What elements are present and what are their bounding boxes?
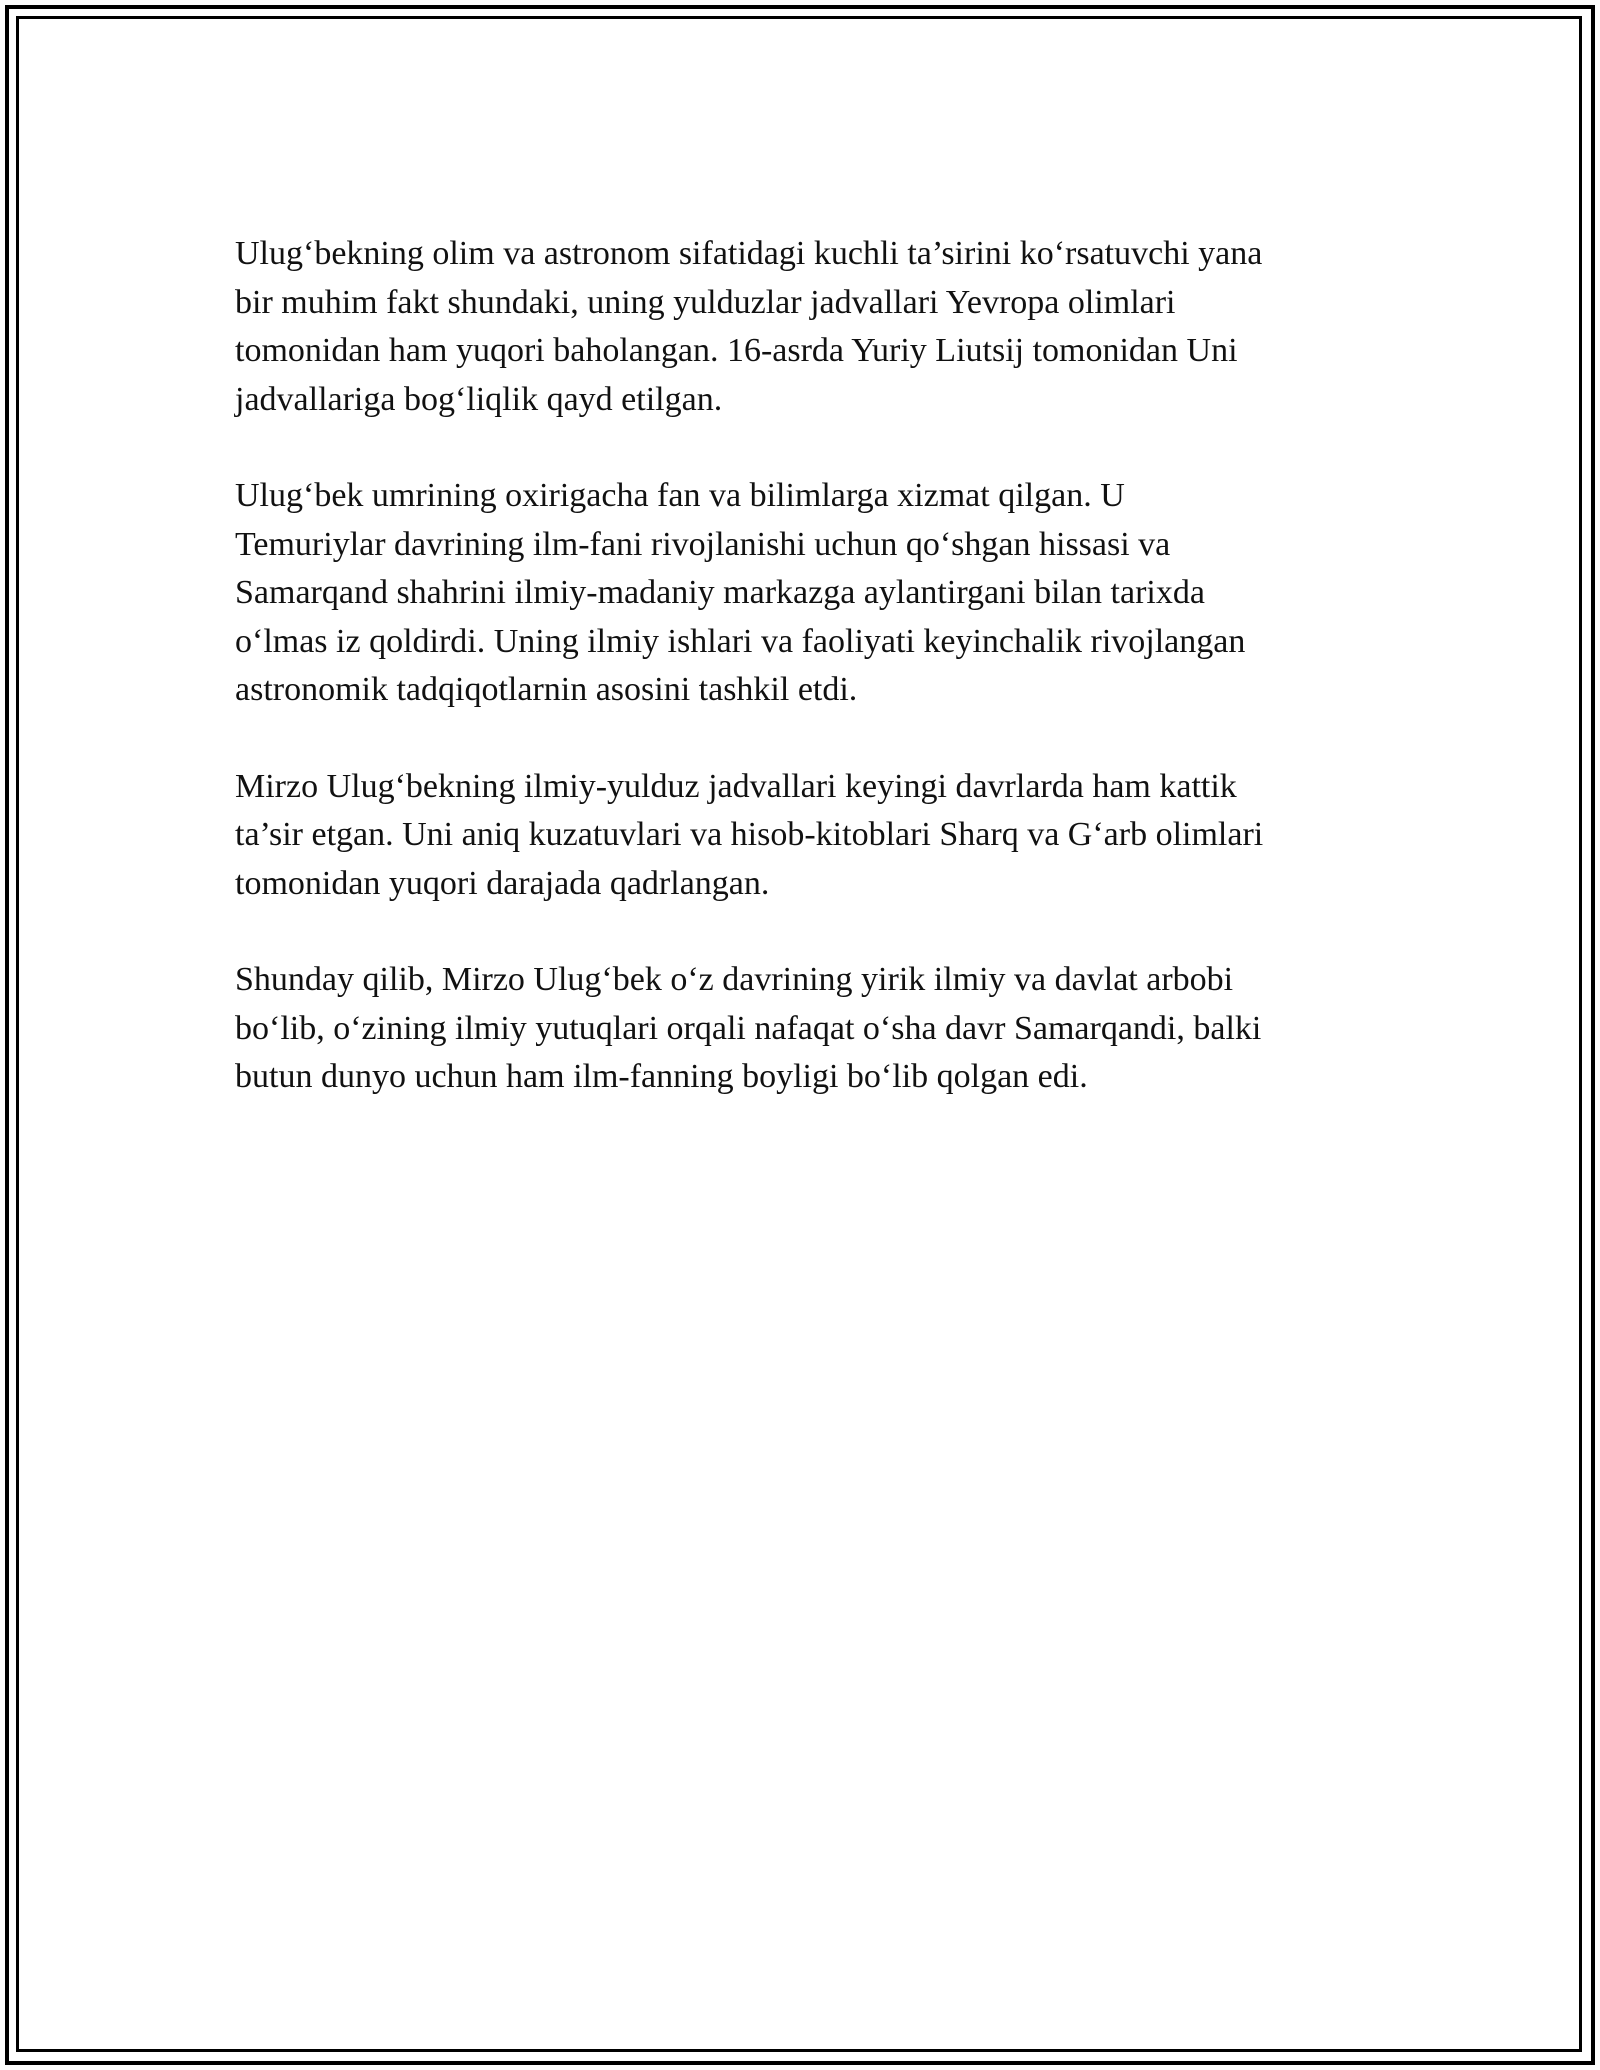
text-line: Ulug‘bekning olim va astronom sifatidagi kuchli ta’sirini ko‘rsatuvchi yana xyxy=(235,235,1263,272)
paragraph xyxy=(235,956,1365,1102)
text-line: ta’sir etgan. Uni aniq kuzatuvlari va hisob-kitoblari Sharq va G‘arb olimlari xyxy=(235,816,1264,853)
text-line: Ulug‘bek umrining oxirigacha fan va bilimlarga xizmat qilgan. U xyxy=(235,477,1125,514)
text-line: Mirzo Ulug‘bekning ilmiy-yulduz jadvallari keyingi davrlarda ham kattik xyxy=(235,767,1237,805)
document-body xyxy=(235,230,1365,1150)
text-line: tomonidan ham yuqori baholangan. 16-asrda Yuriy Liutsij tomonidan Uni xyxy=(235,332,1238,369)
text-line: Shunday qilib, Mirzo Ulug‘bek o‘z davrining yirik ilmiy va davlat arbobi xyxy=(235,961,1234,998)
text-line: Temuriylar davrining ilm-fani rivojlanishi uchun qo‘shgan hissasi va xyxy=(235,525,1171,563)
text-line: astronomik tadqiqotlarnin asosini tashkil etdi. xyxy=(235,671,858,708)
text-line: butun dunyo uchun ham ilm-fanning boyligi bo‘lib qolgan edi. xyxy=(235,1058,1088,1095)
paragraph xyxy=(235,472,1365,715)
text-line: Samarqand shahrini ilmiy-madaniy markazga aylantirgani bilan tarixda xyxy=(235,574,1205,611)
paragraph xyxy=(235,230,1365,424)
text-line: tomonidan yuqori darajada qadrlangan. xyxy=(235,864,770,902)
text-line: bo‘lib, o‘zining ilmiy yutuqlari orqali nafaqat o‘sha davr Samarqandi, balki xyxy=(235,1009,1262,1047)
text-line: jadvallariga bog‘liqlik qayd etilgan. xyxy=(235,380,723,418)
paragraph xyxy=(235,763,1365,909)
text-line: bir muhim fakt shundaki, uning yulduzlar jadvallari Yevropa olimlari xyxy=(235,283,1176,321)
text-line: o‘lmas iz qoldirdi. Uning ilmiy ishlari va faoliyati keyinchalik rivojlangan xyxy=(235,622,1246,660)
